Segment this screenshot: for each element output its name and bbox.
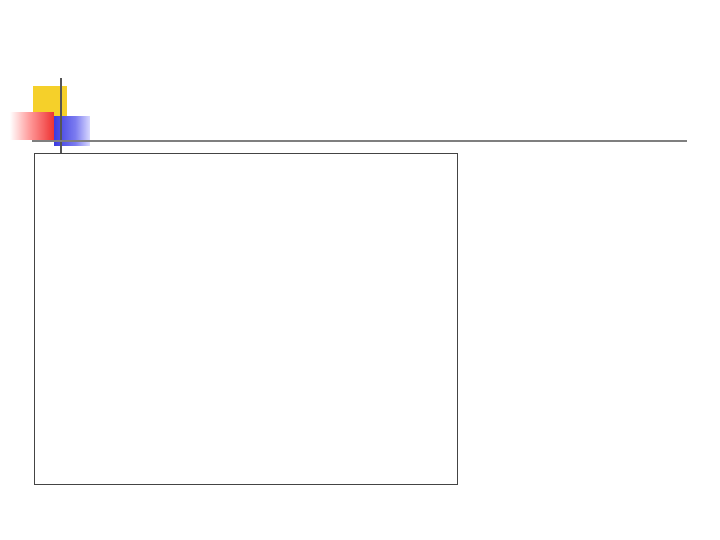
deco-red-square [10,112,54,140]
chromosome-figure [34,153,458,485]
title-underline-rule [32,140,687,142]
deco-vertical-rule [60,78,62,164]
chromosome-map-svg [35,154,457,484]
